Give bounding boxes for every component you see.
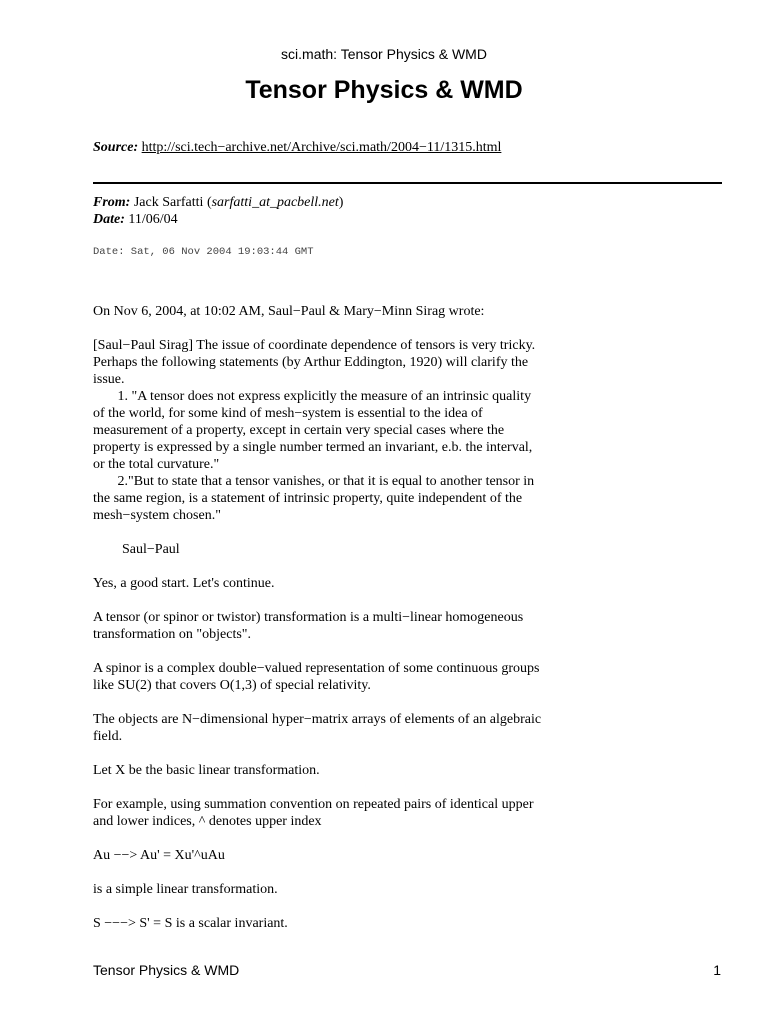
from-label: From: — [93, 195, 131, 210]
signoff: Saul−Paul — [122, 542, 180, 557]
paragraph: Let X be the basic linear transformation. — [93, 763, 320, 778]
paragraph: Au −−> Au' = Xu'^uAu — [93, 848, 225, 863]
quote-intro: [Saul−Paul Sirag] The issue of coordinate dependence of tensors is very tricky. Perhaps the following statements (by Arthur Eddington, 1920) will clarify the issue. — [93, 338, 536, 387]
paragraph: For example, using summation convention on repeated pairs of identical upper and lower indices, ^ denotes upper index — [93, 797, 534, 829]
message-meta — [93, 194, 343, 228]
message-body — [93, 303, 543, 949]
from-email: sarfatti_at_pacbell.net — [211, 195, 339, 210]
paragraph: is a simple linear transformation. — [93, 882, 278, 897]
source-label: Source: — [93, 140, 139, 155]
intro-paragraph: On Nov 6, 2004, at 10:02 AM, Saul−Paul & Mary−Minn Sirag wrote: — [93, 304, 485, 319]
footer-title: Tensor Physics & WMD — [93, 962, 240, 978]
horizontal-rule — [93, 182, 722, 184]
from-name: Jack Sarfatti — [133, 195, 204, 210]
date-label: Date: — [93, 212, 125, 227]
page-title: Tensor Physics & WMD — [245, 76, 523, 104]
paragraph: A tensor (or spinor or twistor) transformation is a multi−linear homogeneous transformation on "objects". — [93, 610, 524, 642]
date-line — [93, 211, 343, 228]
full-date: Date: Sat, 06 Nov 2004 19:03:44 GMT — [93, 246, 314, 258]
source-line — [93, 140, 501, 156]
date-value: 11/06/04 — [128, 212, 178, 227]
paragraph: Yes, a good start. Let's continue. — [93, 576, 275, 591]
paragraph: A spinor is a complex double−valued representation of some continuous groups like SU(2) that covers O(1,3) of special relativity. — [93, 661, 540, 693]
source-link[interactable]: http://sci.tech−archive.net/Archive/sci.math/2004−11/1315.html — [141, 140, 502, 155]
from-line: From: Jack Sarfatti (sarfatti_at_pacbell.net) — [93, 195, 344, 210]
quote-block — [93, 337, 543, 524]
quote-item-1: 1. "A tensor does not express explicitly the measure of an intrinsic quality of the world, for some kind of mesh−system is essential to the idea of measurement of a property, except in certain very special cases where the property is expressed by a single number termed an invariant, e.b. the interval, or the total curvature." — [93, 389, 533, 472]
quote-item-2: 2."But to state that a tensor vanishes, or that it is equal to another tensor in the same region, is a statement of intrinsic property, quite independent of the mesh−system chosen." — [93, 474, 535, 523]
page-number: 1 — [713, 962, 721, 978]
running-header: sci.math: Tensor Physics & WMD — [281, 46, 487, 62]
paragraph: S −−−> S' = S is a scalar invariant. — [93, 916, 288, 931]
paragraph: The objects are N−dimensional hyper−matrix arrays of elements of an algebraic field. — [93, 712, 542, 744]
